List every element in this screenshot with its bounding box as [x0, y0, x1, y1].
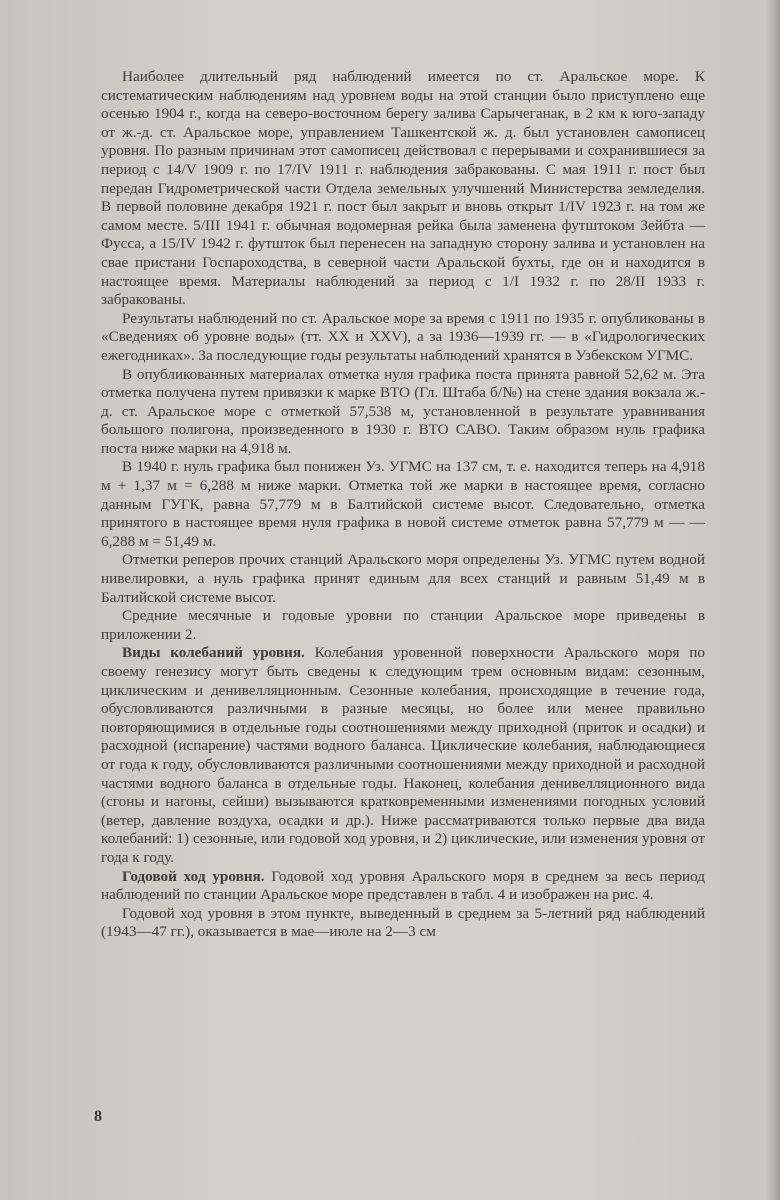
paragraph-annual-cycle-detail — [101, 905, 705, 942]
paragraph-appendix-ref — [101, 607, 705, 644]
page-number: 8 — [94, 1108, 102, 1125]
paragraph-zero-lowered — [101, 458, 705, 551]
paragraph-publication — [101, 310, 705, 366]
run-in-heading: Годовой ход уровня. — [122, 867, 265, 885]
paragraph-text: Колебания уровенной поверхности Аральского моря по своему генезису могут быть сведены к следующим трем основным видам: сезонным, циклическим и денивелляционным. Сезонные колебания, происходящие в течение года, обусловливаются различными в разные месяцы, но более или менее правильно повторяющимися в отдельные годы соотношениями между приходной (приток и осадки) и расходной (испарение) частями водного баланса. Циклические колебания, наблюдающиеся от года к году, обусловливаются различными соотношениями между приходной и расходной частями водного баланса в отдельные годы. Наконец, колебания денивелляционного вида (сгоны и нагоны, сейши) вызываются кратковременными изменениями погодных условий (ветер, давление воздуха, осадки и др.). Ниже рассматриваются только первые два вида колебаний: 1) сезонные, или годовой ход уровня, и 2) циклические, или изменения уровня от года к году. — [101, 644, 705, 866]
paragraph-text: Годовой ход уровня Аральского моря в среднем за весь период наблюдений по станции Аральское море представлен в табл. 4 и изображен на рис. 4. — [101, 867, 705, 904]
paragraph-text: В 1940 г. нуль графика был понижен Уз. УГМС на 137 см, т. е. находится теперь на 4,918 м + 1,37 м = 6,288 м ниже марки. Отметка той же марки в настоящее время, согласно данным ГУГК, равна 57,779 м в Балтийской системе высот. Следовательно, отметка принятого в настоящее время нуля графика в новой системе отметок равна 57,779 м — — 6,288 м = 51,49 м. — [101, 458, 705, 550]
paragraph-text: Результаты наблюдений по ст. Аральское море за время с 1911 по 1935 г. опубликованы в «Сведениях об уровне воды» (тт. XX и XXV), а за 1936—1939 гг. — в «Гидрологических ежегодниках». За последующие годы результаты наблюдений хранятся в Узбекском УГМС. — [101, 309, 705, 364]
paragraph-benchmarks — [101, 551, 705, 607]
paragraph-aral-station-history — [101, 68, 705, 310]
paragraph-text: Средние месячные и годовые уровни по станции Аральское море приведены в приложении 2. — [101, 607, 705, 643]
paragraph-text: Годовой ход уровня в этом пункте, выведенный в среднем за 5-летний ряд наблюдений (1943—47 гг.), оказывается в мае—июле на 2—3 см — [101, 904, 705, 941]
paragraph-text: В опубликованных материалах отметка нуля графика поста принята равной 52,62 м. Эта отметка получена путем привязки к марке ВТО (Гл. Штаба б/№) на стене здания вокзала ж.-д. ст. Аральское море с отметкой 57,538 м, установленной в результате уравнивания большого полигона, произведенного в 1930 г. ВТО САВО. Таким образом нуль графика поста ниже марки на 4,918 м. — [101, 365, 705, 457]
paragraph-annual-cycle — [101, 868, 705, 905]
paragraph-text: Отметки реперов прочих станций Аральского моря определены Уз. УГМС путем водной нивелировки, а нуль графика принят единым для всех станций и равным 51,49 м в Балтийской системе высот. — [101, 551, 705, 606]
paragraph-oscillation-types — [101, 644, 705, 867]
paragraph-text: Наиболее длительный ряд наблюдений имеется по ст. Аральское море. К систематическим наблюдениям над уровнем воды на этой станции было приступлено еще осенью 1904 г., когда на северо-восточном берегу залива Сарычеганак, в 2 км к юго-западу от ж.-д. ст. Аральское море, управлением Ташкентской ж. д. был установлен самописец уровня. По разным причинам этот самописец действовал с перерывами и сохранившиеся за период с 14/V 1909 г. по 17/IV 1911 г. наблюдения забракованы. С мая 1911 г. пост был передан Гидрометрической части Отдела земельных улучшений Министерства земледелия. В первой половине декабря 1921 г. пост был закрыт и вновь открыт 1/IV 1923 г. на том же самом месте. 5/III 1941 г. обычная водомерная рейка была заменена футштоком Зейбта — Фусса, а 15/IV 1942 г. футшток был перенесен на западную сторону залива и установлен на сваe пристани Госпароходства, в северной части Аральской бухты, где он и находится в настоящее время. Материалы наблюдений за период с 1/I 1932 г. по 28/II 1933 г. забракованы. — [101, 68, 705, 309]
run-in-heading: Виды колебаний уровня. — [122, 644, 305, 662]
body-text — [101, 68, 705, 942]
paragraph-zero-mark — [101, 366, 705, 459]
